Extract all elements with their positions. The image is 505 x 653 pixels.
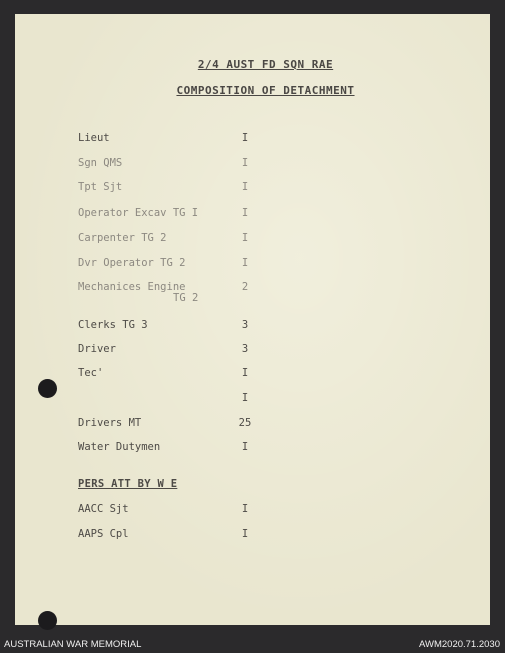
item-count: I — [241, 528, 249, 540]
item-count: I — [241, 207, 249, 219]
item-count: I — [241, 503, 249, 515]
item-count: 2 — [241, 281, 249, 293]
punch-hole — [38, 379, 57, 398]
item-count: I — [241, 132, 249, 144]
item-label: Mechanices Engine — [78, 281, 186, 293]
item-label-continued: TG 2 — [173, 292, 199, 304]
item-label: AACC Sjt — [78, 503, 129, 515]
item-count: I — [241, 441, 249, 453]
item-count: I — [241, 392, 249, 404]
item-count: 25 — [238, 417, 252, 429]
item-label: AAPS Cpl — [78, 528, 129, 540]
attached-heading: PERS ATT BY W E — [78, 478, 178, 490]
item-label: Driver — [78, 343, 116, 355]
document-title: 2/4 AUST FD SQN RAE — [197, 58, 334, 71]
item-label: Carpenter TG 2 — [78, 232, 167, 244]
item-label: Operator Excav TG I — [78, 207, 199, 219]
item-label: Clerks TG 3 — [78, 319, 148, 331]
item-count: I — [241, 157, 249, 169]
item-label: Dvr Operator TG 2 — [78, 257, 186, 269]
document-page — [15, 14, 490, 625]
item-label: Tec' — [78, 367, 104, 379]
item-count: 3 — [241, 319, 249, 331]
item-label: Drivers MT — [78, 417, 142, 429]
item-count: 3 — [241, 343, 249, 355]
item-label: Lieut — [78, 132, 110, 144]
footer-accession-number: AWM2020.71.2030 — [419, 639, 500, 650]
item-count: I — [241, 367, 249, 379]
item-count: I — [241, 232, 249, 244]
item-label: Sgn QMS — [78, 157, 123, 169]
item-label: Tpt Sjt — [78, 181, 123, 193]
item-count: I — [241, 257, 249, 269]
item-count: I — [241, 181, 249, 193]
document-subtitle: COMPOSITION OF DETACHMENT — [176, 84, 355, 97]
item-label: Water Dutymen — [78, 441, 161, 453]
punch-hole — [38, 611, 57, 630]
footer-credit: AUSTRALIAN WAR MEMORIAL — [4, 639, 142, 650]
